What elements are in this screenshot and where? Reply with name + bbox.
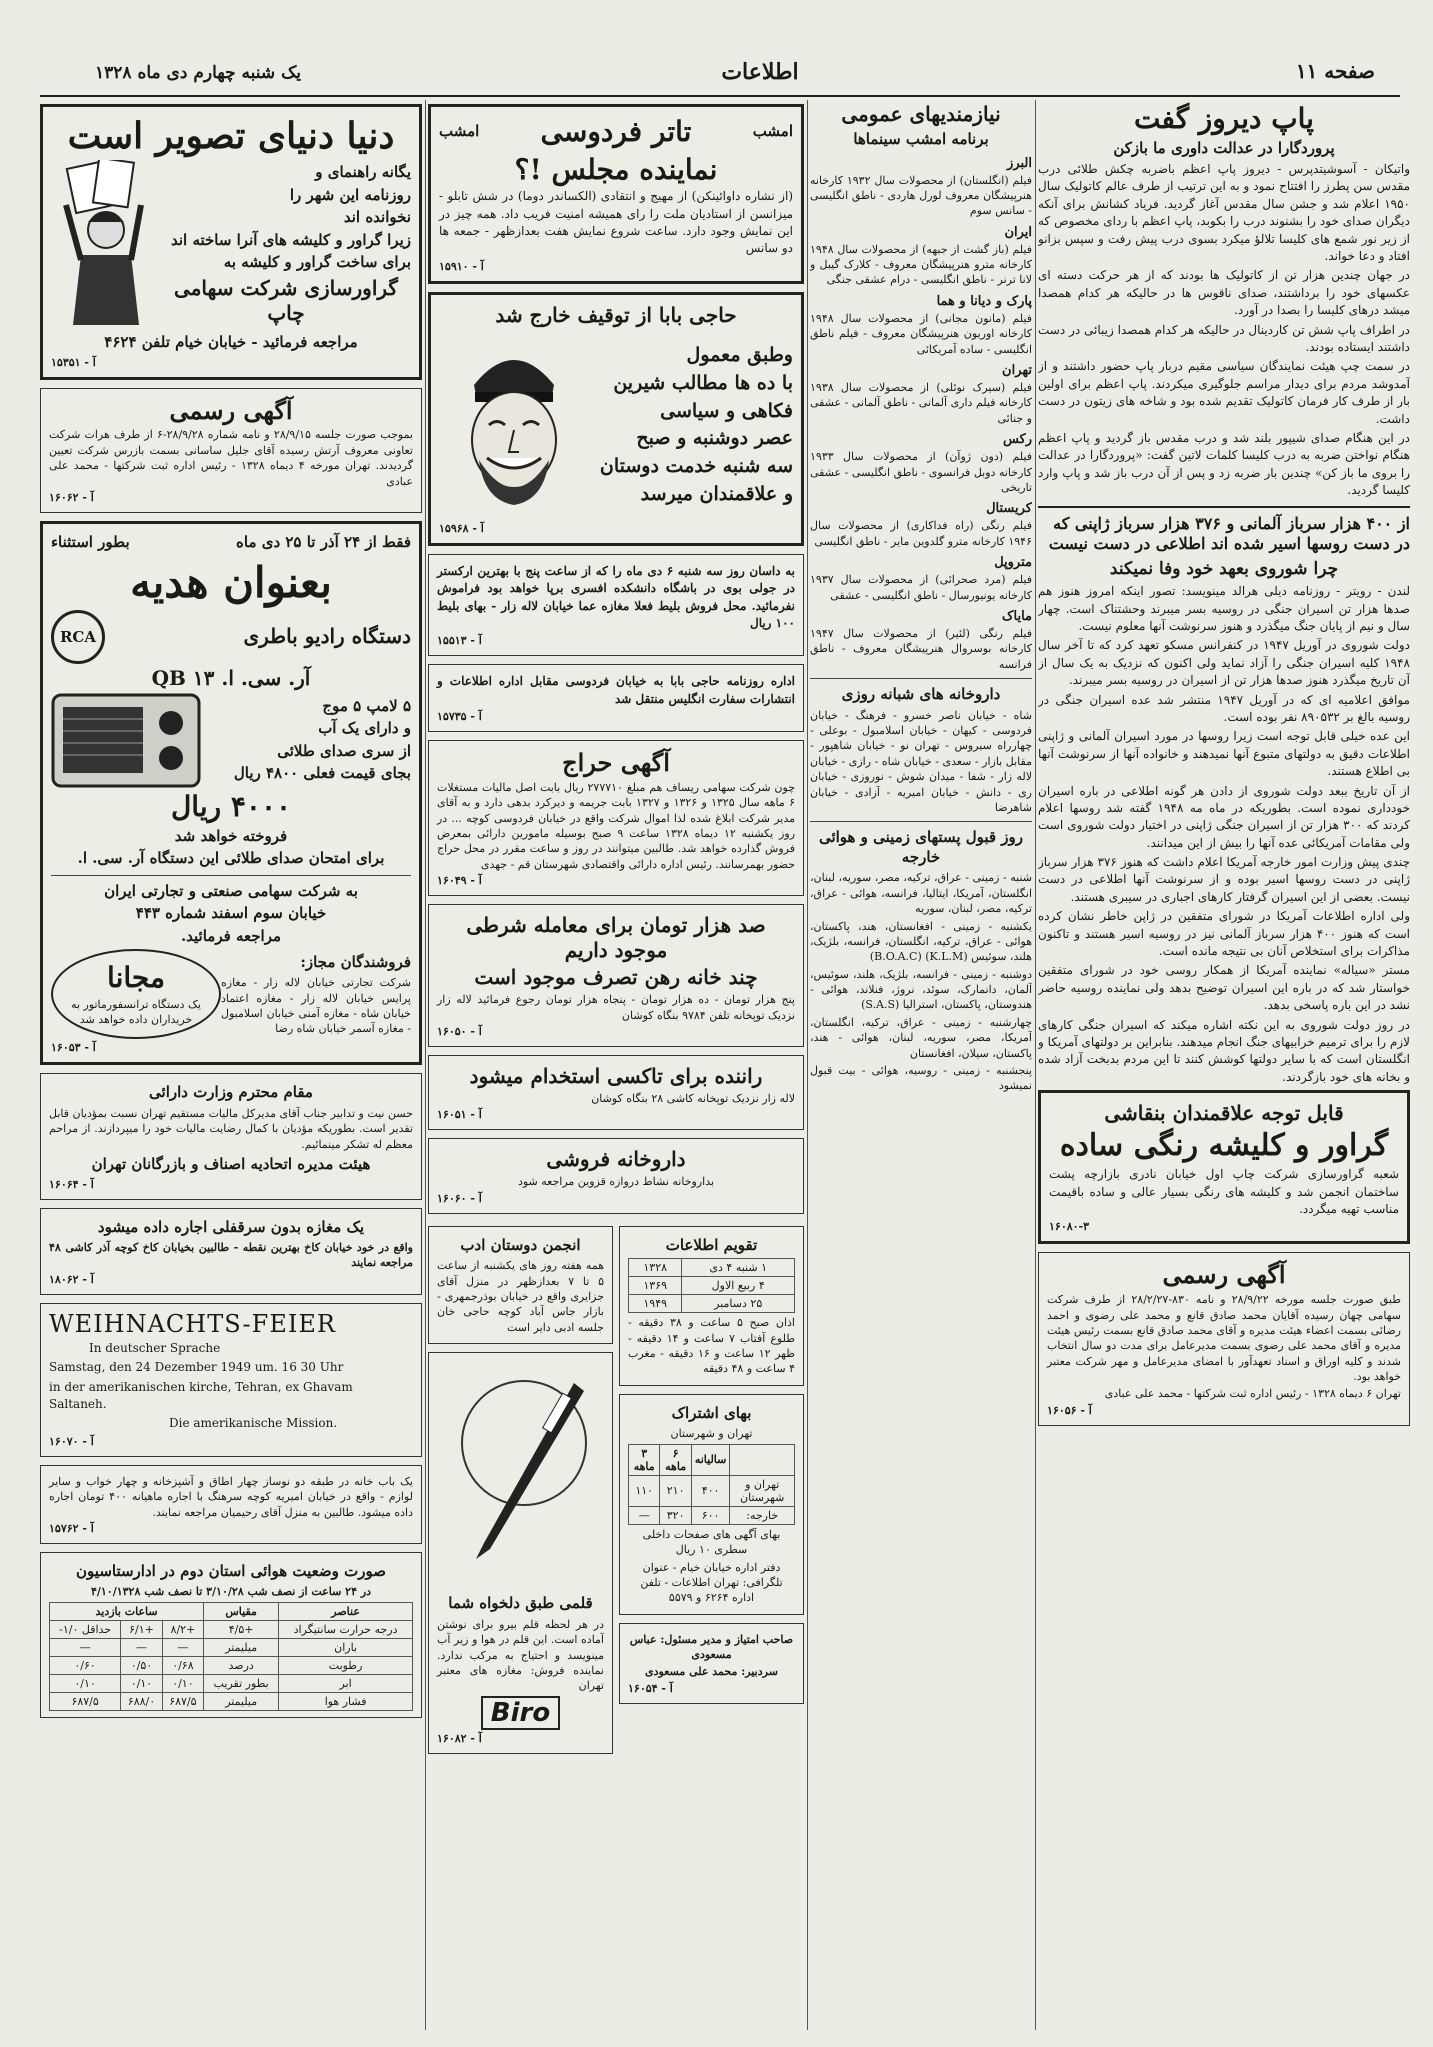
ad-code: آ - ۱۶۰۵۰ (437, 1025, 482, 1039)
subscription-title: بهای اشتراک (671, 1403, 752, 1422)
mail-schedule-day: یکشنبه - زمینی - افغانستان، هند، پاکستان، هوائی - عراق، ترکیه، انگلستان، فرانسه، بلژیک، هلند، سوئیس (K.L.M) (B.O.A.C) (810, 919, 1032, 964)
calendar-row (629, 1259, 795, 1277)
pen-illustration (444, 1363, 604, 1583)
calendar-title: تقویم اطلاعات (665, 1235, 758, 1254)
cinema-program: فیلم (دون ژوآن) از محصولات سال ۱۹۳۳ کارخانه دوبل فرانسوی - ناطق انگلیسی - عشقی تاریخی (810, 450, 1032, 494)
cinema-list (810, 156, 1032, 673)
weather-cell: ۰/۱۰ (162, 1674, 203, 1692)
ad-code: آ - ۱۵۳۵۱ (51, 355, 96, 369)
weather-cell: — (121, 1638, 162, 1656)
editor-line: سردبیر: محمد علی مسعودی (645, 1665, 778, 1679)
cinema-name: تهران (1002, 363, 1032, 379)
pow-paragraph: مستر «سیاله» نماینده آمریکا از همکار روسی خود در شورای متفقین خواستار شد که در باره این اسیران توضیح بدهد ولی نماینده روسیه حاضر نشد در این باره پاسخی بدهد. (1038, 963, 1410, 1013)
driver-text: لاله زار نزدیک توپخانه کاشی ۲۸ بنگاه کوشان (591, 1092, 795, 1106)
column-classifieds (810, 100, 1032, 2030)
subscription-cell: سالیانه (691, 1444, 730, 1475)
driver-ad (428, 1055, 804, 1130)
house-text: یک باب خانه در طبقه دو نوساز چهار اطاق و آشپزخانه و چهار خواب و سایر لوازم - واقع در خیابان امیریه کوچه سرهنگ با اجاره ماهیانه ۴۰۰ تومان اجاره داده میشود. طالبین به منزل آقای رحیمیان مراجعه نمایند. (49, 1474, 413, 1519)
weather-row (50, 1638, 413, 1656)
subscription-cell: — (629, 1506, 660, 1524)
biro-logo: Biro (481, 1696, 560, 1730)
theater-description: (از نشاره داوائینکن) از مهیج و انتقادی (الکساندر دوما) در شش تابلو - میزانسن از استادیان ملت را رای همیشه امنیت فریب داد. همه چیز در این نمایش وجود دارد. ساعت شروع نمایش هفت بعدازظهر - جمعه ها دو سانس (439, 189, 793, 256)
german-line: in der amerikanischen kirche, Tehran, ex Ghavam Saltaneh. (49, 1379, 353, 1412)
pope-paragraph: در این هنگام صدای شیپور بلند شد و درب مقدس باز گردید و پاپ اعظم هنگام نواختن ضربه به درب کلیسا کلمات لاتین گفت: «پروردگارا در عدالت را بروی ما باز کن» چندین بار ضربه زد و پس از آن درب باز شد و پاپ وارد کلیسا گردید. (1038, 430, 1410, 498)
weather-cell: ۰/۶۸ (162, 1656, 203, 1674)
gift-refer: مراجعه فرمائید. (180, 926, 282, 945)
gravure-shop-line: نخوانده اند (343, 208, 411, 227)
divider (51, 875, 411, 876)
weather-cell: حداقل ۱/۰- (50, 1620, 121, 1638)
theater-title: تاتر فردوسی (540, 115, 692, 148)
weather-cell: میلیمتر (204, 1692, 279, 1710)
calendar-row (629, 1277, 795, 1295)
mail-schedule-day: پنجشنبه - زمینی - روسیه، هوائی - بیت قبول نمیشود (810, 1064, 1032, 1093)
haji-baba-line: وطبق معمول (686, 344, 793, 367)
cinema-program: فیلم رنگی (راه فداکاری) از محصولات سال ۱۹۴۶ کارخانه مترو گلدوین مایر - ناطق انگلیسی (810, 519, 1032, 548)
cinema-name: پارک و دیانا و هما (936, 293, 1032, 309)
ad-code: آ - ۱۵۷۳۵ (437, 710, 482, 724)
theater-play: نماینده مجلس !؟ (514, 152, 718, 186)
pope-paragraph: در سمت چپ هیئت نمایندگان سیاسی مقیم دربار پاپ حضور داشتند و از آمدوشد مردم برای دیدار مراسم جلوگیری میکردند. پاپ اعظم برای اولین بار از طرف کار فرمان کاتولیک تقدیم شده بود و شاخه های زیتون در دست داشت. (1038, 359, 1410, 426)
column-rule (425, 100, 426, 2030)
ad-code: آ - ۱۶۰۵۶ (1047, 1403, 1092, 1417)
subscription-cell (730, 1444, 795, 1475)
weather-cell: رطوبت (279, 1656, 413, 1674)
auction-title: آگهی حراج (562, 748, 670, 778)
tax-thanks-ad (40, 1073, 422, 1199)
gift-date: فقط از ۲۴ آذر تا ۲۵ دی ماه (236, 533, 411, 552)
ad-code: آ - ۱۶۰۵۴ (628, 1681, 673, 1695)
theater-tonight: امشب (439, 122, 480, 141)
tax-signature: هیئت مدیره اتحادیه اصناف و بازرگانان تهران (91, 1155, 371, 1174)
shop-rent-ad (40, 1208, 422, 1295)
subscription-cell: ۳۲۰ (660, 1506, 691, 1524)
pow-paragraph: ولی اداره اطلاعات آمریکا در شورای متفقین در ژاپن خاطر نشان کرده است که هنوز ۴۰۰ هزار سرباز آلمانی نیز در روسیه اسیر هستند و تاکنون مذاکرات برای استخلاص آنان بی نتیجه مانده است. (1038, 909, 1410, 959)
gift-model: آر. سی. ا. QB ۱۳ (151, 665, 311, 690)
gravure-ad-title: قابل توجه علاقمندان بنقاشی (1104, 1101, 1344, 1126)
pow-headline: از ۴۰۰ هزار سرباز آلمانی و ۳۷۶ هزار سرباز ژاپنی که در دست روسها اسیر شده اند اطلاعی در دست نیست (1048, 513, 1410, 554)
haji-baba-line: فکاهی و سیاسی (660, 399, 793, 422)
official-notice-title: آگهی رسمی (169, 395, 293, 425)
rca-radio-ad (40, 521, 422, 1065)
issue-date: یک شنبه چهارم دی ماه ۱۳۲۸ (95, 63, 302, 83)
weather-cell: درجه حرارت سانتیگراد (279, 1620, 413, 1638)
subscription-cell: تهران و شهرستان (730, 1475, 795, 1506)
cinema-item (810, 609, 1032, 672)
cinema-name: رکس (1002, 432, 1032, 448)
subscription-cell: ۲۱۰ (660, 1475, 691, 1506)
haji-baba-lines (589, 340, 793, 509)
cinema-program-title: برنامه امشب سینماها (853, 130, 989, 148)
divider (1038, 506, 1410, 508)
weather-header: مقیاس (204, 1602, 279, 1620)
pharmacy-sale-title: داروخانه فروشی (546, 1147, 686, 1172)
subscription-cell: ۳ ماهه (629, 1444, 660, 1475)
relocation-ad (428, 664, 804, 732)
pope-paragraph: در اطراف پاپ شش تن کاردینال در حالیکه هر کدام همصدا زیبائی در دست داشتند ایستاده بودند. (1038, 322, 1410, 354)
prayer-times: اذان صبح ۵ ساعت و ۳۸ دقیقه - طلوع آفتاب ۷ ساعت و ۱۴ دقیقه - ظهر ۱۲ ساعت و ۱۶ دقیقه - مغرب ۴ ساعت و ۴۸ دقیقه (628, 1316, 795, 1376)
theater-ad (428, 104, 804, 284)
subscription-row (629, 1444, 795, 1475)
weather-cell: ۰/۵۰ (121, 1656, 162, 1674)
ad-code: آ - ۱۶۰۷۰ (49, 1434, 94, 1448)
gift-feature: از سری صدای طلائی (277, 741, 411, 760)
gravure-shop-title: دنیا دنیای تصویر است (67, 115, 395, 157)
auction-text: چون شرکت سهامی ریساف هم مبلغ ۲۷۷۷۱۰ ریال بابت اصل مالیات مستغلات ۶ ماهه سال ۱۳۲۵ و ۱۳۲۶ و ۱۳۲۷ بابت جریمه و دیرکرد بدهی دارد و به آقای مدیر شرکت ابلاغ شده لذا اموال شرکت واقع در خیابان فردوسی کوچه ... در روز یکشنبه ۱۲ دیماه ۱۳۲۸ ساعت ۹ صبح بوسیله مامورین دارائی بمعرض فروش گذارده خواهد شد. طالبین میتوانند در روز و ساعت مقرر در محل حراج حضور بهمرسانند. رئیس اداره دارائی واقتصادی شهرستان قم - جهدی (437, 780, 796, 871)
gravure-shop-line: برای ساخت گراور و کلیشه به (223, 253, 411, 272)
cinema-program: فیلم رنگی (ل‍ئیر) از محصولات سال ۱۹۴۷ کارخانه بوسروال هنرپیشگان معروف - ناطق فرانسه (810, 626, 1032, 671)
shop-text: واقع در خود خیابان کاخ بهترین نقطه - طالبین بخیابان کاخ کوچه آذر کاشی ۴۸ مراجعه نمایند (49, 1241, 413, 1270)
shop-title: یک مغازه بدون سرقفلی اجاره داده میشود (97, 1217, 365, 1236)
cinema-item (810, 156, 1032, 219)
ad-code: آ - ۱۵۵۱۳ (437, 634, 482, 648)
gift-company: به شرکت سهامی صنعتی و تجارتی ایران (104, 881, 358, 900)
calendar-row (629, 1295, 795, 1313)
weather-header: ساعات بازدید (50, 1602, 204, 1620)
cinema-name: متروپل (994, 555, 1032, 571)
official-notice-text: بموجب صورت جلسه ۲۸/۹/۱۵ و نامه شماره ۲۸/۹/۲۸-۶ از طرف هرات شرکت تعاونی معروف آرتش رسیده آقای جلیل ساسانی بسمت بازرس شرکت تعیین گردیدند. تهران مورخه ۴ دیماه ۱۳۲۸ - رئیس اداره ثبت شرکتها - محمد علی عبادی (49, 428, 414, 488)
newsboy-illustration (51, 160, 161, 330)
dance-ad (428, 554, 804, 657)
cinema-name: مایاک (1001, 608, 1032, 624)
page-number: صفحه ۱۱ (1295, 59, 1375, 83)
weather-cell: ۶۸۸/۰ (121, 1692, 162, 1710)
classifieds-title: نیازمندیهای عمومی (841, 102, 1001, 126)
gift-price-old: بجای قیمت فعلی ۴۸۰۰ ریال (233, 764, 411, 783)
cinema-item (810, 555, 1032, 603)
cinema-program: فیلم (سیرک نوئلی) از محصولات سال ۱۹۳۸ کارخانه فیلم داری آلمانی - ناطق آلمانی - عشقی و جنائی (810, 381, 1032, 425)
weather-cell: میلیمتر (204, 1638, 279, 1656)
official-notice-2 (40, 388, 422, 513)
pen-caption: قلمی طبق دلخواه شما (448, 1594, 593, 1613)
cinema-program: فیلم (باز گشت از جبهه) از محصولات سال ۱۹۴۸ کارخانه مترو هنرپیشگان معروف - کلارک گیبل و لانا ترنر - ناطق انگلیسی - درام عشقی جنگی (810, 242, 1032, 287)
cinema-item (810, 363, 1032, 426)
official-notice-text: طبق صورت جلسه مورخه ۲۸/۹/۲۲ و نامه ۸۳۰-۲۸/۲/۲۷ از طرف شرکت سهامی چهان رسیده آقایان محمد صادق قانع و محمد علی رضوی و احمد رضائی بسمت اعضاء هیئت مدیره و آقای محمد صادق قانع بسمت رئیس هیئت مدیره و آقای محمد علی رضوی بسمت مدیرعامل برای مدت دو سال انتخاب شدند و کلیه اوراق و اسناد تعهدآور با امضای مدیرعامل و مهر شرکت معتبر خواهد بود. (1047, 1293, 1401, 1384)
calendar-cell: ۱۳۶۹ (629, 1277, 682, 1295)
gravure-ad (1038, 1090, 1410, 1244)
rca-logo: RCA (51, 610, 105, 664)
weather-cell: +۸/۲ (162, 1620, 203, 1638)
pow-paragraph: لندن - رویتر - روزنامه دیلی هرالد مینویسد: تصور اینکه امروز هنوز هم صدها هزار تن اسیران جنگی در روسیه بسر میبرند وحشتناک است. چهار سال و نیم از پایان جنگ میگذرد و هنوز سرنوشت آنها معلوم نیست. (1038, 584, 1410, 633)
driver-title: راننده برای تاکسی استخدام میشود (469, 1064, 763, 1089)
divider (810, 678, 1032, 679)
german-title: WEIHNACHTS-FEIER (49, 1309, 336, 1338)
pow-paragraph: موافق اعلامیه ای که در آوریل ۱۹۴۷ منتشر شد عده اسیران جنگی در روسیه بالغ بر ۸۹۰۵۳۲ نفر بوده است. (1038, 692, 1410, 724)
ad-code: آ - ۱۶۰۶۰ (437, 1191, 482, 1205)
mail-schedule-day: دوشنبه - زمینی - فرانسه، بلژیک، هلند، سوئیس، آلمان، دانمارک، سوئد، نروژ، فنلاند، هوائی - هندوستان، پاکستان، استرالیا (S.A.S) (810, 967, 1032, 1012)
weather-cell: ابر (279, 1674, 413, 1692)
pow-paragraph: این عده خیلی قابل توجه است زیرا روسها در مورد اسیران آلمانی و ژاپنی اطلاعات دقیق به دولتهای متبوع آنها نمیدهند و خانواده آنها از سرنوشت آنها بی اطلاع هستند. (1038, 729, 1410, 779)
subscription-cell: ۶ ماهه (660, 1444, 691, 1475)
gift-title: بعنوان هدیه (130, 557, 332, 607)
subscription-cell: ۴۰۰ (691, 1475, 730, 1506)
gravure-shop-ad (40, 104, 422, 380)
subscription-cell: ۶۰۰ (691, 1506, 730, 1524)
column-rule (1035, 100, 1036, 2030)
weather-cell: +۶/۱ (121, 1620, 162, 1638)
weather-row (50, 1620, 413, 1638)
column-ads-left (40, 100, 422, 2030)
free-transformer-badge (51, 949, 221, 1039)
pope-paragraph: واتیکان - آسوشیتدپرس - دیروز پاپ اعظم باضربه چکش طلائی درب مقدس سن پطرز را افتتاح نمود و به این ترتیب از طرف عالم کاتولیک سال ۱۹۵۰ اعلام شد و جشن سال مقدس آغاز گردید. فریاد کشانش برای آنکه دیگران صدای خود را بشنوند درب را بکوبد، پاپ اعظم با ردای مخصوص که از زیر نور شمع های کلیسا تلالؤ میکرد بسوی درب پیش رفت و سپس بزانو افتاد و دعا خواند. (1038, 162, 1410, 264)
subscription-cell: خارجه: (730, 1506, 795, 1524)
pen-text: در هر لحظه قلم بیرو برای نوشتن آماده است. این قلم در هوا و زیر آب مینویسد و احتیاج به مرکب ندارد. نماینده فروش: مغازه های معتبر تهران (437, 1617, 604, 1693)
weather-table (49, 1602, 413, 1711)
paper-name: اطلاعات (721, 59, 799, 85)
weather-row (50, 1692, 413, 1710)
pow-subheadline: چرا شوروی بعهد خود وفا نمیکند (1109, 559, 1339, 580)
literary-society-title: انجمن دوستان ادب (460, 1235, 581, 1254)
gift-note: بطور استثناء (51, 533, 130, 552)
theater-tonight: امشب (752, 122, 793, 141)
divider (810, 821, 1032, 822)
radio-illustration (51, 693, 201, 788)
weather-cell: باران (279, 1638, 413, 1656)
official-notice-signature: تهران ۶ دیماه ۱۳۲۸ - رئیس اداره ثبت شرکتها - محمد علی عبادی (1104, 1387, 1401, 1401)
subscription-row (629, 1506, 795, 1524)
subscription-address: دفتر اداره خیابان خیام - عنوان تلگرافی: تهران اطلاعات - تلفن اداره ۶۲۶۴ و ۵۵۷۹ (640, 1560, 783, 1605)
german-line: Die amerikanische Mission. (169, 1416, 338, 1431)
calendar-cell: ۴ ربیع الاول (682, 1277, 795, 1295)
german-line: Samstag, den 24 Dezember 1949 um. 16 30 Uhr (49, 1360, 344, 1375)
cinema-name: البرز (1007, 155, 1032, 171)
weather-title: صورت وضعیت هوائی استان دوم در ادارستاسیون (76, 1561, 386, 1580)
cinema-program: فیلم (مانون مجانی) از محصولات سال ۱۹۴۸ کارخانه اوریون هنرپیشگان معروف - فیلم ناطق انگلیسی - ساده آمریکائی (810, 311, 1032, 356)
haji-baba-line: با ده ها مطالب شیرین (613, 371, 793, 394)
gravure-shop-company: گراورسازی شرکت سهامی چاپ (174, 275, 398, 325)
calendar-cell: ۱۳۲۸ (629, 1259, 682, 1277)
gift-note2: فروخته خواهد شد (174, 826, 288, 845)
loan-title: صد هزار تومان برای معامله شرطی موجود داریم (466, 913, 766, 963)
haji-baba-line: عصر دوشنبه و صبح (636, 427, 793, 450)
gift-address: خیابان سوم اسفند شماره ۴۴۳ (135, 904, 327, 923)
ad-code: آ - ۱۶۰۶۴ (49, 1177, 94, 1191)
loan-subtitle: چند خانه رهن تصرف موجود است (474, 965, 758, 990)
subscription-text: بهای آگهی های صفحات داخلی سطری ۱۰ ریال (642, 1527, 781, 1557)
pharmacy-list: شاه - خیابان ناصر خسرو - فرهنگ - خیابان فردوسی - کیهان - خیابان اسلامبول - بوعلی - چهارراه سیروس - تهران نو - خیابان شاهپور - مقابل بازار - سعدی - خیابان شاه - رازی - خیابان لاله زار - شفا - میدان شوش - نوروزی - خیابان ری - دانش - خیابان امیریه - آزادی - خیابان شاهرضا (810, 708, 1032, 814)
ownership-box (619, 1623, 804, 1704)
subscription-cell: ۱۱۰ (629, 1475, 660, 1506)
haji-baba-title: حاجی بابا از توقیف خارج شد (495, 302, 737, 327)
gravure-ad-text: شعبه گراورسازی شرکت چاپ اول خیابان نادری بازارچه پشت ساختمان انجمن شد و کلیشه های رنگی بسیار عالی و ساده باقیمت مناسب تهیه میگردد. (1049, 1167, 1399, 1216)
weather-subtitle: در ۲۴ ساعت از نصف شب ۳/۱۰/۲۸ تا نصف شب ۴/۱۰/۱۳۲۸ (90, 1585, 372, 1599)
cinema-item (810, 225, 1032, 288)
gift-note3: برای امتحان صدای طلائی این دستگاه آر. سی. ا. (77, 849, 385, 868)
pow-paragraph: در روز دولت شوروی به این نکته اشاره میکند که اسیران جنگی کارهای لازم را برای ترمیم خرابیهای جنگ انجام میدهند. بنابراین بر دولتهای آمریکا و انگلستان است که با سایر دولتها کوشش کنند تا این مردم بدبخت آزاد شده و بخانه های خود بازگردند. (1038, 1017, 1410, 1084)
loan-text: پنج هزار تومان - ده هزار تومان - پنجاه هزار تومان رجوع فرمائید لاله زار نزدیک توپخانه تلفن ۹۷۸۴ بنگاه کوشان (437, 993, 795, 1022)
gravure-shop-line: یگانه راهنمای و (315, 163, 411, 182)
pharmacy-sale-text: بداروخانه نشاط دروازه قزوین مراجعه شود (517, 1175, 715, 1189)
weather-cell: — (50, 1638, 121, 1656)
mail-schedule-title: روز قبول پستهای زمینی و هوائی خارجه (818, 828, 1024, 866)
ad-code: آ - ۱۶۰۴۹ (437, 874, 482, 888)
weather-report (40, 1552, 422, 1718)
calendar-cell: ۱ شنبه ۴ دی (682, 1259, 795, 1277)
cinema-item (810, 432, 1032, 495)
column-rule (807, 100, 808, 2030)
subscription-table (628, 1444, 795, 1525)
pharmacy-sale-ad (428, 1138, 804, 1213)
dealers-list: شرکت تجارتی خیابان لاله زار - مغازه پرایس خیابان لاله زار - مغازه اعتماد خیابان شاه - مغازه آمنی خیابان اسلامبول - مغازه آسمر خیابان شاه رضا (221, 976, 411, 1036)
weather-cell: ۰/۶۰ (50, 1656, 121, 1674)
official-notice (1038, 1252, 1410, 1426)
weather-cell: فشار هوا (279, 1692, 413, 1710)
ad-code: ۱۶۰۸۰-۳ (1049, 1220, 1090, 1234)
gravure-ad-headline: گراور و کلیشه رنگی ساده (1059, 1128, 1389, 1164)
literary-society (428, 1226, 613, 1344)
literary-society-text: همه هفته روز های یکشنبه از ساعت ۵ تا ۷ بعدازظهر در منزل آقای جزایری واقع در خیابان بوذرجمهری - بازار جاس آباد کوچه حاجی خان جلسه ادبی دایر است (437, 1259, 604, 1334)
pow-paragraph: چندی پیش وزارت امور خارجه آمریکا اعلام داشت که هنوز ۳۷۶ هزار سرباز ژاپنی در دست روسها اسیر بوده و از سرنوشت آنها اطلاعی در دست نیست. بعضی از این اسیران گرفتار کارهای اجباری در سیبری هستند. (1038, 855, 1410, 904)
gravure-shop-address: مراجعه فرمائید - خیابان خیام تلفن ۴۶۲۴ (104, 333, 358, 352)
column-ads-center (428, 100, 804, 2030)
gift-price-new: ۴۰۰۰ ریال (170, 789, 292, 823)
biro-pen-ad (428, 1352, 613, 1753)
ad-code: آ - ۱۶۰۸۲ (437, 1731, 482, 1745)
free-label: مجانا (107, 961, 165, 995)
masthead (40, 55, 1400, 97)
weather-cell: ۶۸۷/۵ (162, 1692, 203, 1710)
cinema-item (810, 294, 1032, 357)
pope-headline: پاپ دیروز گفت (1134, 102, 1314, 135)
cinema-name: کریستال (986, 501, 1032, 517)
calendar-table (628, 1258, 795, 1313)
dance-ad-text: به داسان روز سه شنبه ۶ دی ماه را که از ساعت پنج با بهترین ارکستر در جولی بوی در باشگاه دانشکده افسری برپا خواهد بود فراموش نفرمائید. محل فروش بلیط فعلا مغازه عما خیابان لاله زار - بهای بلیط ۱۰۰ ریال (437, 563, 796, 630)
caricature-illustration (439, 330, 589, 520)
weather-cell: درصد (204, 1656, 279, 1674)
subscription-row (629, 1475, 795, 1506)
german-line: In deutscher Sprache (89, 1340, 221, 1355)
weather-cell: ۰/۱۰ (121, 1674, 162, 1692)
subscription-subtitle: تهران و شهرستان (670, 1427, 753, 1441)
dealers-title: فروشندگان مجاز: (300, 952, 411, 971)
ad-code: آ - ۱۵۹۶۸ (439, 521, 484, 535)
mail-schedule-day: شنبه - زمینی - عراق، ترکیه، مصر، سوریه، لبنان، انگلستان، آمریکا، ایتالیا، فرانسه، هوائی - عراق، ترکیه، مصر، لبنان، سوریه (810, 871, 1032, 916)
christmas-event-ad (40, 1303, 422, 1457)
ad-code: آ - ۱۶۰۵۳ (51, 1041, 96, 1055)
cinema-program: فیلم (مرد صحرائی) از محصولات سال ۱۹۳۷ کارخانه یونیورسال - ناطق انگلیسی - عشقی (810, 573, 1032, 602)
ad-code: آ - ۱۸۰۶۲ (49, 1272, 94, 1286)
cinema-program: فیلم (انگلستان) از محصولات سال ۱۹۳۲ کارخانه هنرپیشگان معروف لورل هاردی - ناطق انگلیسی - سانس سوم (810, 173, 1032, 218)
column-news (1038, 100, 1410, 2030)
haji-baba-line: سه شنبه خدمت دوستان (599, 454, 793, 477)
auction-notice (428, 740, 804, 896)
mail-schedule-day: چهارشنبه - زمینی - عراق، ترکیه، انگلستان، آمریکا، مصر، سوریه، لبنان، هوائی - هند، پاکستان، سیلان، افغانستان (810, 1015, 1032, 1060)
weather-cell: بطور تقریب (204, 1674, 279, 1692)
pope-paragraph: در جهان چندین هزار تن از کاتولیک ها بودند که از هر حرکت دسته ای عکسهای خود را برداشتند، صدای ناقوس ها در حالیکه هر کدام همصدا میشد درهای کلیسا را بصدا در آورد. (1038, 268, 1410, 318)
haji-baba-ad (428, 292, 804, 546)
weather-cell: ۶۸۷/۵ (50, 1692, 121, 1710)
gravure-shop-line: روزنامه این شهر را (289, 185, 411, 204)
subscription-box (619, 1394, 804, 1615)
owner-line: صاحب امتیاز و مدیر مسئول: عباس مسعودی (629, 1632, 794, 1662)
pow-paragraph: دولت شوروی در آوریل ۱۹۴۷ در کنفرانس مسکو تعهد کرد که تا آخر سال ۱۹۴۸ کلیه اسیران جنگی را آزاد نماید ولی اکنون که نزدیک به یک سال از آن تاریخ میگذرد هنوز صدها هزار تن از اسیران در روسیه بسر میبرند. (1038, 638, 1410, 688)
calendar-cell: ۲۵ دسامبر (682, 1295, 795, 1313)
ad-code: آ - ۱۵۹۱۰ (439, 259, 484, 273)
weather-cell: — (162, 1638, 203, 1656)
gift-feature: و دارای یک آب (318, 719, 411, 738)
ad-code: آ - ۱۶۰۶۲ (49, 491, 94, 505)
pharmacy-title: داروخانه های شبانه روزی (841, 685, 1001, 704)
tax-text: حسن نیت و تدابیر جناب آقای مدیرکل مالیات مستقیم تهران نسبت بمؤدیان قابل تقدیر است. بطوریکه مؤدیان با کمال رضایت مالیات خود را میپردازند. از مراحم معظم له تشکر مینمائیم. (49, 1106, 413, 1151)
pope-subheadline: پروردگارا در عدالت داوری ما بازکن (1113, 138, 1335, 157)
tax-title: مقام محترم وزارت دارائی (149, 1083, 313, 1102)
gravure-shop-line: زیرا گراور و کلیشه های آنرا ساخته اند (171, 230, 411, 249)
haji-baba-line: و علاقمندان میرسد (640, 482, 793, 505)
weather-row (50, 1656, 413, 1674)
weather-header: عناصر (279, 1602, 413, 1620)
weather-cell: ۰/۱۰ (50, 1674, 121, 1692)
calendar-cell: ۱۹۴۹ (629, 1295, 682, 1313)
weather-cell: +۴/۵ (204, 1620, 279, 1638)
ad-code: آ - ۱۶۰۵۱ (437, 1108, 482, 1122)
house-rent-ad (40, 1465, 422, 1544)
official-notice-title: آگهی رسمی (1162, 1260, 1286, 1290)
cinema-item (810, 501, 1032, 549)
gift-feature: ۵ لامپ ۵ موج (322, 696, 411, 715)
loan-ad (428, 904, 804, 1047)
gift-subtitle: دستگاه رادیو باطری (243, 624, 411, 649)
relocation-text: اداره روزنامه حاجی بابا به خیابان فردوسی مقابل اداره اطلاعات و انتشارات سفارت انگلیس منتقل شد (437, 674, 795, 706)
calendar-box (619, 1226, 804, 1386)
ad-code: آ - ۱۵۷۶۲ (49, 1521, 94, 1535)
cinema-name: ایران (1004, 224, 1032, 240)
pow-paragraph: از آن تاریخ ببعد دولت شوروی از دادن هر گونه اطلاعی در باره اسیران خودداری نموده است. بطوریکه در ماه مه ۱۹۴۸ گفته شد روسها اعلام کردند که ۳۰۰ هزار تن از اسیران جنگی ژاپنی در اختیار دولت شوروی است ولی مقامات آمریکائی عده آنها را بیش از این میدانند. (1038, 783, 1410, 850)
free-text: یک دستگاه ترانسفورماتور به خریداران داده خواهد شد (71, 997, 201, 1027)
weather-row (50, 1674, 413, 1692)
